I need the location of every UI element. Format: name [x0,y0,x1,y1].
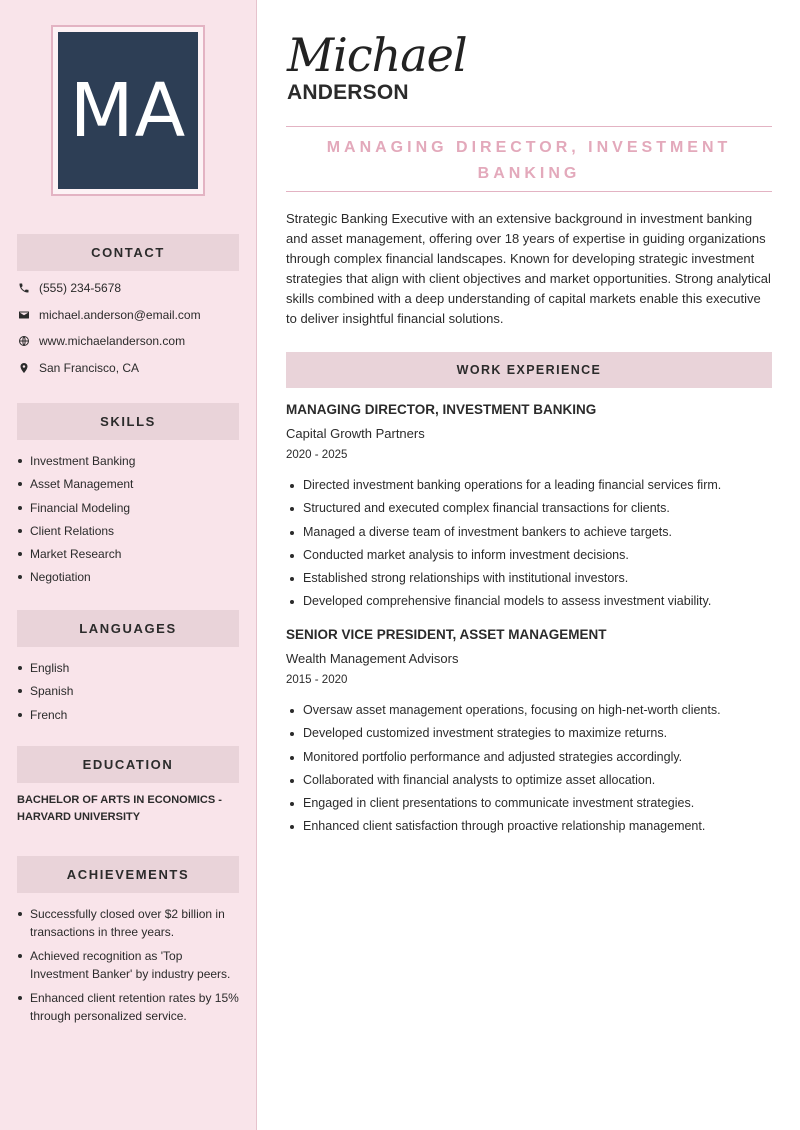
achievement-item: Enhanced client retention rates by 15% through personalized service. [17,989,242,1025]
languages-heading: LANGUAGES [17,610,239,647]
monogram-frame [51,25,205,196]
last-name: ANDERSON [287,81,409,104]
monogram: MA [58,32,198,189]
education-degree: BACHELOR OF ARTS IN ECONOMICS - HARVARD UNIVERSITY [17,794,222,823]
job-bullet: Developed comprehensive financial models to assess investment viability. [286,590,772,613]
contact-phone [17,278,121,298]
skill-item: Negotiation [17,568,242,586]
languages-list [17,659,242,724]
job-company: Wealth Management Advisors [286,651,459,666]
achievements-heading: ACHIEVEMENTS [17,856,239,893]
skill-item: Financial Modeling [17,499,242,517]
role-title: MANAGING DIRECTOR, INVESTMENT BANKING [326,139,732,182]
job-bullet: Oversaw asset management operations, focusing on high-net-worth clients. [286,699,772,722]
globe-icon [17,334,31,348]
education-heading: EDUCATION [17,746,239,783]
job-bullet: Conducted market analysis to inform investment decisions. [286,544,772,567]
contact-location [17,358,139,378]
skills-heading: SKILLS [17,403,239,440]
title-bottom-rule [286,191,772,192]
job-bullets [286,699,772,839]
language-item: Spanish [17,682,242,700]
job-bullet: Developed customized investment strategies to maximize returns. [286,722,772,745]
job-bullet: Enhanced client satisfaction through proactive relationship management. [286,815,772,838]
sidebar [0,0,257,1130]
job-bullet: Directed investment banking operations for a leading financial services firm. [286,474,772,497]
contact-email[interactable] [17,305,201,325]
achievement-item: Achieved recognition as 'Top Investment Banker' by industry peers. [17,947,242,983]
job-title: MANAGING DIRECTOR, INVESTMENT BANKING [286,402,597,417]
job-entry [286,402,772,614]
skills-list [17,452,242,586]
skill-item: Client Relations [17,522,242,540]
contact-website[interactable] [17,331,185,351]
job-bullet: Collaborated with financial analysts to optimize asset allocation. [286,769,772,792]
skill-item: Investment Banking [17,452,242,470]
language-item: English [17,659,242,677]
job-dates: 2020 - 2025 [286,449,348,461]
job-bullet: Managed a diverse team of investment bankers to achieve targets. [286,521,772,544]
summary: Strategic Banking Executive with an extensive background in investment banking and asset management, offering over 18 years of expertise in guiding organizations through complex financial landscapes. Known for developing strategic investment strategies that align with client objectives and market opportunities. Strong analytical skills combined with a deep understanding of capital markets enable this executive to deliver insightful financial solutions. [286,211,771,326]
contact-phone-text: (555) 234-5678 [39,281,122,295]
phone-icon [17,281,31,295]
work-experience-heading: WORK EXPERIENCE [286,352,772,388]
job-bullet: Engaged in client presentations to communicate investment strategies. [286,792,772,815]
job-company: Capital Growth Partners [286,426,425,441]
achievements-list [17,905,242,1025]
contact-website-text[interactable]: www.michaelanderson.com [39,334,186,348]
contact-email-text[interactable]: michael.anderson@email.com [39,308,201,322]
job-title: SENIOR VICE PRESIDENT, ASSET MANAGEMENT [286,627,607,642]
first-name: Michael [287,28,467,82]
job-bullet: Structured and executed complex financial transactions for clients. [286,497,772,520]
job-entry [286,627,772,839]
language-item: French [17,706,242,724]
job-dates: 2015 - 2020 [286,674,348,686]
skill-item: Market Research [17,545,242,563]
job-bullet: Monitored portfolio performance and adjusted strategies accordingly. [286,746,772,769]
email-icon [17,308,31,322]
contact-heading: CONTACT [17,234,239,271]
achievement-item: Successfully closed over $2 billion in transactions in three years. [17,905,242,941]
skill-item: Asset Management [17,475,242,493]
job-bullet: Established strong relationships with institutional investors. [286,567,772,590]
contact-location-text: San Francisco, CA [39,361,140,375]
job-bullets [286,474,772,614]
title-top-rule [286,126,772,127]
location-pin-icon [17,361,31,375]
